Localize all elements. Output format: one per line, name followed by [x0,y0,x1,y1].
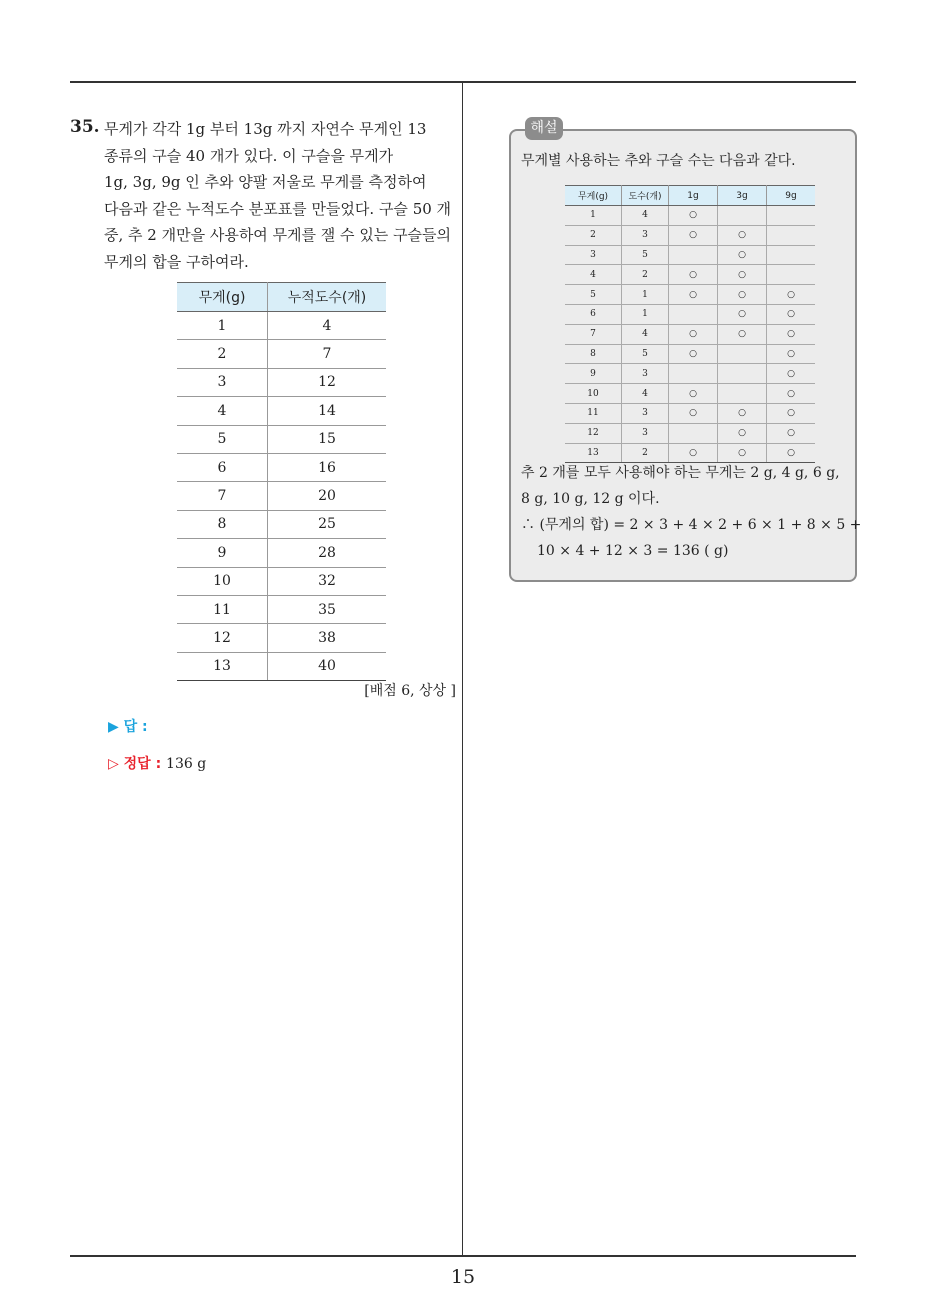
header-weight: 무게(g) [177,283,268,312]
cell-1g: ○ [669,265,718,285]
question-line: 무게가 각각 1g 부터 13g 까지 자연수 무게인 13 [104,120,427,138]
cell-1g: ○ [669,324,718,344]
cell-9g: ○ [767,403,816,423]
table-header-row [565,186,815,206]
cell-3g [718,206,767,226]
cell-frequency: 3 [622,403,669,423]
cell-weight: 11 [565,403,622,423]
question-number: 35. [70,117,100,137]
table-row [177,567,386,595]
cell-weight: 13 [565,443,622,463]
cell-3g [718,384,767,404]
cell-weight: 6 [177,453,268,481]
header-weight: 무게(g) [565,186,622,206]
cell-1g [669,245,718,265]
cell-weight: 13 [177,652,268,680]
cell-cumulative-frequency: 14 [268,397,387,425]
cell-cumulative-frequency: 16 [268,453,387,481]
table-row [177,482,386,510]
cell-weight: 6 [565,304,622,324]
conclusion-line: 10 × 4 + 12 × 3 = 136 ( g) [537,543,729,559]
cell-weight: 2 [565,225,622,245]
column-divider [462,82,463,1255]
cell-9g: ○ [767,364,816,384]
top-rule [70,81,856,83]
cell-weight: 7 [565,324,622,344]
cell-weight: 10 [177,567,268,595]
cell-cumulative-frequency: 35 [268,595,387,623]
cell-weight: 1 [565,206,622,226]
header-frequency: 도수(개) [622,186,669,206]
answer-prompt [108,716,148,736]
cell-frequency: 1 [622,304,669,324]
cell-frequency: 5 [622,344,669,364]
question-text [104,116,460,275]
cell-1g [669,364,718,384]
conclusion-line: 추 2 개를 모두 사용해야 하는 무게는 2 g, 4 g, 6 g, [521,465,840,481]
cell-weight: 8 [177,510,268,538]
table-row [565,423,815,443]
table-row [565,245,815,265]
cell-3g: ○ [718,285,767,305]
cell-9g: ○ [767,304,816,324]
cell-cumulative-frequency: 20 [268,482,387,510]
conclusion-line: ∴ (무게의 합) = 2 × 3 + 4 × 2 + 6 × 1 + 8 × 5 + [521,517,862,533]
cell-9g: ○ [767,423,816,443]
correct-answer [108,753,206,773]
cell-weight: 4 [565,265,622,285]
table-row [565,384,815,404]
cell-9g [767,225,816,245]
question-line: 1g, 3g, 9g 인 추와 양팔 저울로 무게를 측정하여 [104,173,427,191]
cell-cumulative-frequency: 38 [268,624,387,652]
cell-weight: 7 [177,482,268,510]
header-cumulative-frequency: 누적도수(개) [268,283,387,312]
question-line: 무게의 합을 구하여라. [104,252,249,271]
cell-cumulative-frequency: 32 [268,567,387,595]
explanation-conclusion [521,460,862,564]
cell-weight: 4 [177,397,268,425]
cell-9g [767,206,816,226]
cell-1g: ○ [669,285,718,305]
cell-3g [718,344,767,364]
cell-weight: 5 [565,285,622,305]
table-row [177,595,386,623]
cell-9g: ○ [767,324,816,344]
cell-3g [718,364,767,384]
table-row [565,265,815,285]
cell-3g: ○ [718,423,767,443]
table-row [177,510,386,538]
question-line: 종류의 구슬 40 개가 있다. 이 구슬을 무게가 [104,146,394,165]
cell-weight: 5 [177,425,268,453]
cell-frequency: 3 [622,225,669,245]
table-row [177,340,386,368]
explanation-tab: 해설 [525,117,563,140]
cell-weight: 12 [565,423,622,443]
cell-1g [669,423,718,443]
header-9g: 9g [767,186,816,206]
correct-answer-label: ▷ 정답 : [108,756,162,772]
cell-weight: 9 [177,539,268,567]
cell-weight: 1 [177,312,268,340]
cell-1g: ○ [669,225,718,245]
cell-3g: ○ [718,304,767,324]
cell-1g: ○ [669,344,718,364]
cell-cumulative-frequency: 28 [268,539,387,567]
question-line: 다음과 같은 누적도수 분포표를 만들었다. 구슬 50 개 [104,199,452,218]
cell-1g [669,304,718,324]
table-row [177,397,386,425]
cumulative-frequency-table [177,282,386,681]
explanation-intro: 무게별 사용하는 추와 구슬 수는 다음과 같다. [521,153,796,169]
cell-9g: ○ [767,285,816,305]
table-row [177,652,386,680]
correct-answer-value: 136 g [166,756,207,772]
table-row [177,624,386,652]
header-3g: 3g [718,186,767,206]
table-row [565,324,815,344]
cell-frequency: 3 [622,364,669,384]
table-row [177,539,386,567]
cell-weight: 11 [177,595,268,623]
table-row [177,453,386,481]
cell-frequency: 2 [622,443,669,463]
header-1g: 1g [669,186,718,206]
table-row [565,304,815,324]
conclusion-line: 8 g, 10 g, 12 g 이다. [521,491,660,507]
cell-9g [767,245,816,265]
bottom-rule [70,1255,856,1257]
cell-frequency: 2 [622,265,669,285]
table-row [565,344,815,364]
cell-frequency: 3 [622,423,669,443]
cell-9g: ○ [767,344,816,364]
table-row [565,285,815,305]
table-row [565,403,815,423]
cell-weight: 9 [565,364,622,384]
cell-1g: ○ [669,384,718,404]
table-row [177,312,386,340]
cell-frequency: 1 [622,285,669,305]
cell-cumulative-frequency: 12 [268,368,387,396]
cell-1g: ○ [669,206,718,226]
table-header-row [177,283,386,312]
cell-weight: 10 [565,384,622,404]
cell-cumulative-frequency: 4 [268,312,387,340]
table-row [565,206,815,226]
question-line: 중, 추 2 개만을 사용하여 무게를 잴 수 있는 구슬들의 [104,226,452,244]
cell-weight: 3 [565,245,622,265]
answer-label: ▶ 답 : [108,719,148,735]
cell-3g: ○ [718,324,767,344]
table-row [177,368,386,396]
cell-1g: ○ [669,403,718,423]
cell-9g [767,265,816,285]
cell-9g: ○ [767,443,816,463]
cell-3g: ○ [718,225,767,245]
cell-weight: 3 [177,368,268,396]
cell-frequency: 5 [622,245,669,265]
cell-3g: ○ [718,403,767,423]
table-row [565,364,815,384]
cell-3g: ○ [718,443,767,463]
weight-usage-table [565,185,815,463]
cell-frequency: 4 [622,206,669,226]
cell-cumulative-frequency: 40 [268,652,387,680]
cell-cumulative-frequency: 15 [268,425,387,453]
page-number: 15 [450,1266,476,1288]
table-row [565,225,815,245]
score-difficulty: [배점 6, 상상 ] [364,683,456,699]
cell-1g: ○ [669,443,718,463]
cell-frequency: 4 [622,324,669,344]
cell-cumulative-frequency: 7 [268,340,387,368]
cell-weight: 8 [565,344,622,364]
cell-frequency: 4 [622,384,669,404]
cell-weight: 2 [177,340,268,368]
cell-weight: 12 [177,624,268,652]
cell-9g: ○ [767,384,816,404]
cell-cumulative-frequency: 25 [268,510,387,538]
cell-3g: ○ [718,245,767,265]
cell-3g: ○ [718,265,767,285]
table-row [177,425,386,453]
